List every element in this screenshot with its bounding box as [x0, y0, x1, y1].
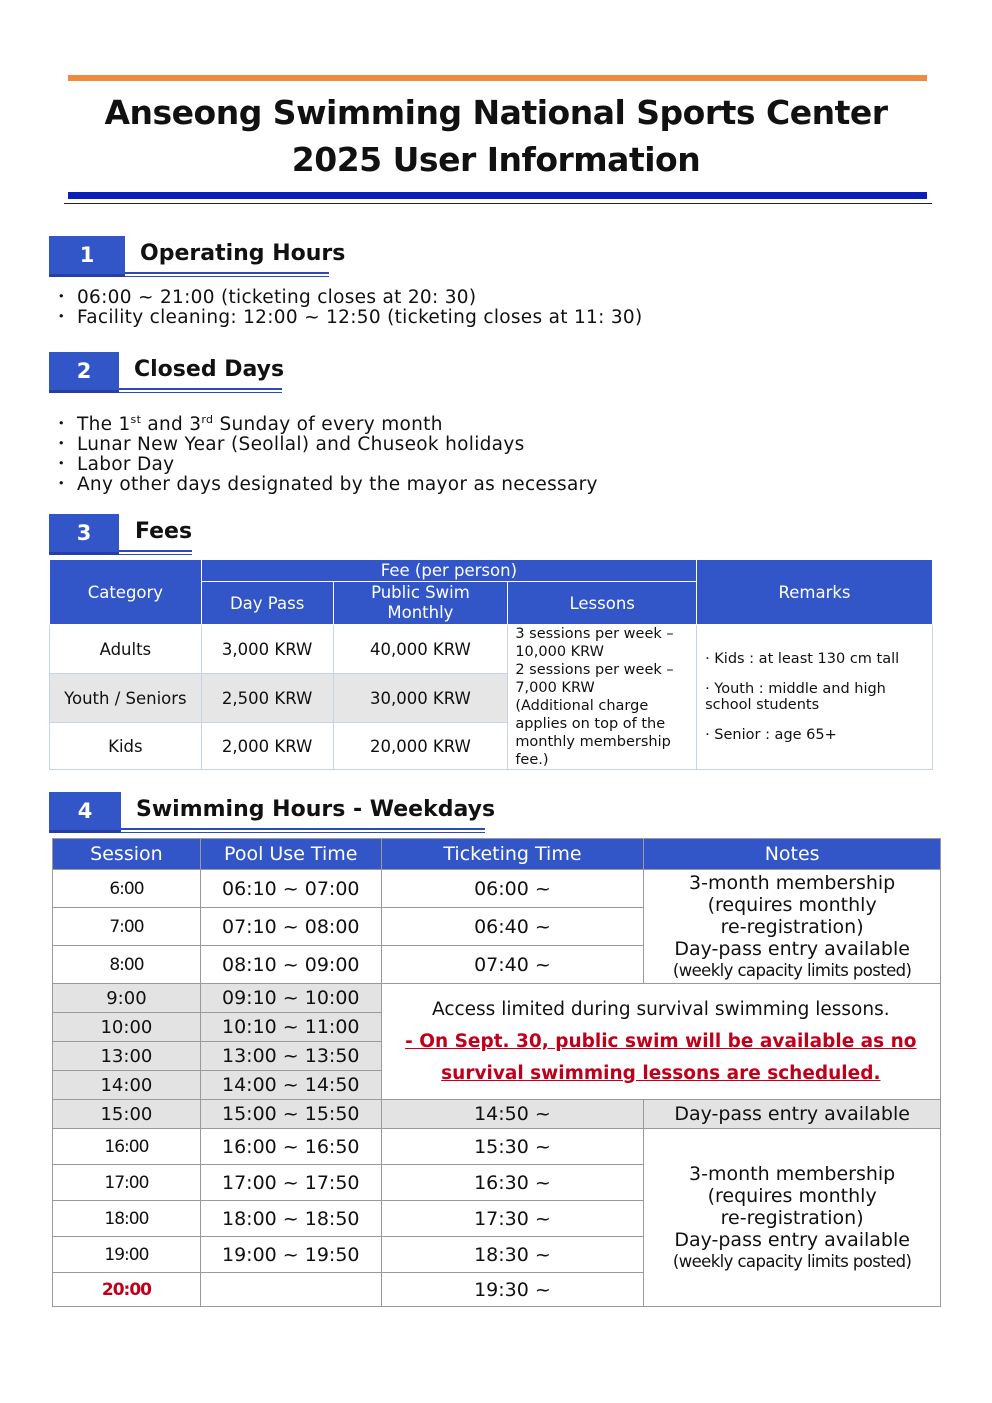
closed-days-item: ・ Any other days designated by the mayor as necessary [52, 474, 598, 496]
swim-pool-time: 18:00 ~ 18:50 [200, 1201, 381, 1237]
section-number-1: 1 [49, 236, 125, 274]
fees-lessons-line: (Additional charge applies on top of the monthly membership fee.) [515, 698, 671, 768]
fees-remarks-cell [697, 625, 933, 770]
note-line: re-registration) [720, 915, 864, 938]
section-number-4: 4 [49, 792, 121, 830]
swim-session: 13:00 [53, 1042, 201, 1071]
fees-day-pass: 3,000 KRW [201, 625, 333, 674]
note-sept-line2: survival swimming lessons are scheduled. [441, 1062, 881, 1084]
operating-hours-item: ・ Facility cleaning: 12:00 ~ 12:50 (ticketing closes at 11: 30) [52, 307, 643, 328]
fees-category: Kids [50, 723, 202, 770]
fees-day-pass: 2,000 KRW [201, 723, 333, 770]
swim-note-membership-morning [644, 870, 941, 984]
fees-remark: · Youth : middle and high school students [705, 681, 886, 713]
swim-ticket-time: 19:30 ~ [381, 1273, 644, 1307]
fees-remark: · Senior : age 65+ [705, 727, 837, 743]
swim-pool-time: 19:00 ~ 19:50 [200, 1237, 381, 1273]
swim-note-limited [381, 984, 940, 1100]
section-title-swimming-hours: Swimming Hours - Weekdays [136, 797, 496, 822]
swim-pool-time: 09:10 ~ 10:00 [200, 984, 381, 1013]
fees-lessons-line: 2 sessions per week – 7,000 KRW [515, 662, 674, 696]
swim-session: 19:00 [53, 1237, 201, 1273]
swim-pool-time: 17:00 ~ 17:50 [200, 1165, 381, 1201]
swim-session: 7:00 [53, 908, 201, 946]
closed-days-item: ・ The 1st and 3rd Sunday of every month [52, 413, 443, 436]
note-line: 3-month membership [689, 1162, 896, 1185]
note-line: 3-month membership [689, 871, 896, 894]
section-underline [119, 392, 282, 393]
fees-day-pass: 2,500 KRW [201, 674, 333, 723]
page-title-line1: Anseong Swimming National Sports Center [104, 93, 888, 132]
swim-pool-time: 10:10 ~ 11:00 [200, 1013, 381, 1042]
swim-session: 8:00 [53, 946, 201, 984]
swim-session: 16:00 [53, 1129, 201, 1165]
note-line: (weekly capacity limits posted) [672, 960, 912, 980]
section-title-operating-hours: Operating Hours [140, 241, 346, 266]
operating-hours-item: ・ 06:00 ~ 21:00 (ticketing closes at 20: 30) [52, 287, 477, 308]
swim-pool-time: 13:00 ~ 13:50 [200, 1042, 381, 1071]
closed-days-item: ・ Lunar New Year (Seollal) and Chuseok holidays [52, 434, 525, 456]
fees-header-day-pass: Day Pass [201, 582, 333, 625]
section-number-3: 3 [49, 514, 119, 552]
section-underline [125, 276, 329, 277]
swim-pool-time: 15:00 ~ 15:50 [200, 1100, 381, 1129]
section-underline [125, 272, 329, 274]
note-line: re-registration) [720, 1206, 864, 1229]
swim-pool-time: 14:00 ~ 14:50 [200, 1071, 381, 1100]
swim-pool-time: 06:10 ~ 07:00 [200, 870, 381, 908]
swim-session: 17:00 [53, 1165, 201, 1201]
fees-header-monthly: Public Swim Monthly [333, 582, 508, 625]
swim-note-daypass: Day-pass entry available [644, 1100, 941, 1129]
swim-session: 14:00 [53, 1071, 201, 1100]
fees-category: Youth / Seniors [50, 674, 202, 723]
header-blue-rule [68, 192, 927, 199]
section-number-2: 2 [49, 352, 119, 390]
swim-header-ticket: Ticketing Time [381, 839, 644, 870]
swim-session-last: 20:00 [53, 1273, 201, 1307]
fees-monthly: 20,000 KRW [333, 723, 508, 770]
swim-ticket-time: 17:30 ~ [381, 1201, 644, 1237]
note-line: (requires monthly [707, 893, 877, 916]
swimming-hours-table [52, 838, 941, 1307]
section-underline [119, 554, 192, 555]
swim-ticket-time: 14:50 ~ [381, 1100, 644, 1129]
swim-pool-time: 16:00 ~ 16:50 [200, 1129, 381, 1165]
swim-ticket-time: 06:00 ~ [381, 870, 644, 908]
note-sept-line1: - On Sept. 30, public swim will be available as no [405, 1030, 917, 1052]
note-limited-text: Access limited during survival swimming lessons. [431, 998, 890, 1020]
swim-header-pool: Pool Use Time [200, 839, 381, 870]
fees-header-lessons: Lessons [508, 582, 697, 625]
operating-hours-list [52, 288, 643, 328]
fees-header-category: Category [50, 560, 202, 625]
swim-session: 6:00 [53, 870, 201, 908]
section-underline [121, 828, 485, 830]
fees-header-fee-group: Fee (per person) [201, 560, 696, 582]
section-title-fees: Fees [135, 519, 193, 544]
swim-session: 15:00 [53, 1100, 201, 1129]
swim-ticket-time: 18:30 ~ [381, 1237, 644, 1273]
swim-pool-time: 08:10 ~ 09:00 [200, 946, 381, 984]
swim-pool-time: 07:10 ~ 08:00 [200, 908, 381, 946]
swim-header-notes: Notes [644, 839, 941, 870]
swim-session: 10:00 [53, 1013, 201, 1042]
note-line: Day-pass entry available [674, 1228, 910, 1251]
header-thin-rule [64, 203, 932, 204]
fees-header-remarks: Remarks [697, 560, 933, 625]
swim-ticket-time: 15:30 ~ [381, 1129, 644, 1165]
fees-category: Adults [50, 625, 202, 674]
closed-days-list [52, 410, 598, 495]
header-orange-rule [68, 75, 927, 81]
swim-ticket-time: 06:40 ~ [381, 908, 644, 946]
swim-pool-time [200, 1273, 381, 1307]
fees-remark: · Kids : at least 130 cm tall [705, 651, 900, 667]
swim-session: 9:00 [53, 984, 201, 1013]
fees-table [49, 559, 933, 770]
page-title-line2: 2025 User Information [291, 140, 701, 179]
section-underline [119, 550, 192, 552]
swim-session: 18:00 [53, 1201, 201, 1237]
section-underline [119, 388, 282, 390]
closed-days-item: ・ Labor Day [52, 454, 175, 476]
fees-monthly: 30,000 KRW [333, 674, 508, 723]
fees-lessons-line: 3 sessions per week – 10,000 KRW [515, 626, 674, 660]
note-line: Day-pass entry available [674, 937, 910, 960]
swim-ticket-time: 07:40 ~ [381, 946, 644, 984]
note-line: (weekly capacity limits posted) [672, 1251, 912, 1271]
section-underline [121, 832, 485, 833]
fees-monthly: 40,000 KRW [333, 625, 508, 674]
section-title-closed-days: Closed Days [134, 357, 285, 382]
swim-note-membership-evening [644, 1129, 941, 1307]
fees-lessons-cell [508, 625, 697, 770]
note-line: (requires monthly [707, 1184, 877, 1207]
swim-header-session: Session [53, 839, 201, 870]
swim-ticket-time: 16:30 ~ [381, 1165, 644, 1201]
